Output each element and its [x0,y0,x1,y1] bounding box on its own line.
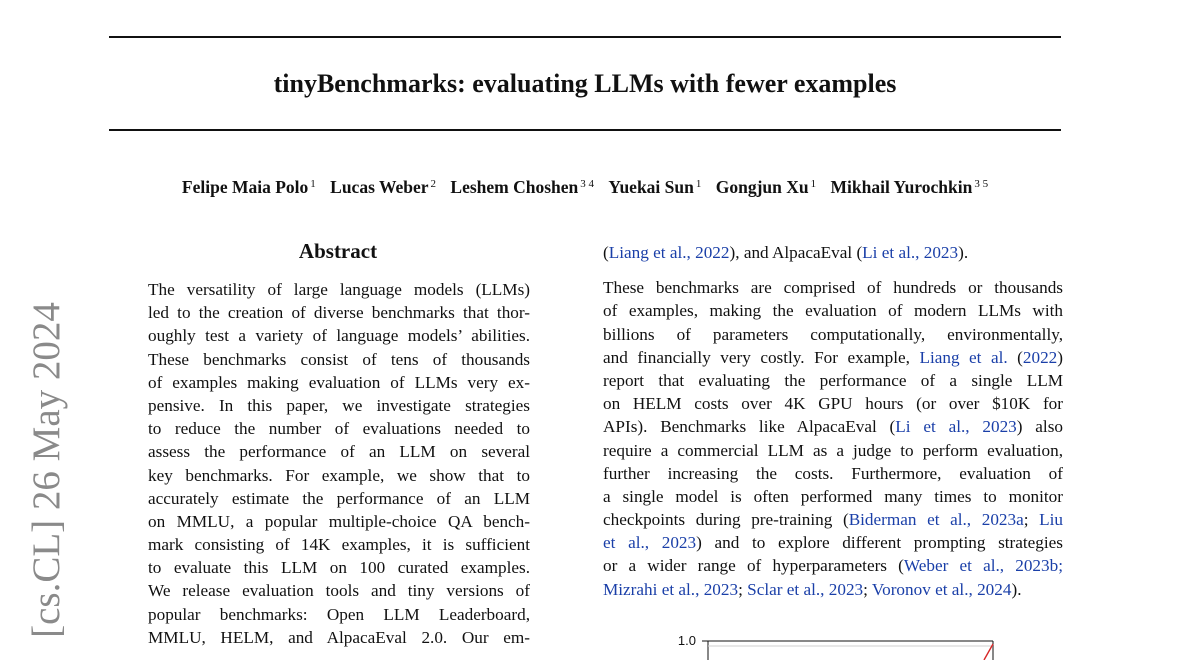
abstract-line: key benchmarks. For example, we show that to [148,465,530,485]
intro-line: APIs). Benchmarks like AlpacaEval (Li et al., 2023) also [603,417,1063,437]
author-name: Mikhail Yurochkin [830,177,973,197]
citation-link[interactable]: Li et al., 2023 [895,417,1017,437]
intro-line: Mizrahi et al., 2023; Sclar et al., 2023; Voronov et al., 2024). [603,579,1022,599]
author [608,177,701,197]
citation-link[interactable]: Weber et al., 2023b; [903,556,1063,576]
intro-line: billions of parameters computationally, environmentally, [603,324,1063,344]
paper-title: tinyBenchmarks: evaluating LLMs with fewer examples [273,69,897,98]
abstract-line: to evaluate this LLM on 100 curated examples. [148,558,530,578]
author-affiliation: 3 5 [974,178,989,190]
abstract-line: oughly test a variety of language models’ abilities. [148,326,530,346]
intro-line: report that evaluating the performance of a single LLM [603,370,1063,390]
title-bottom-rule [109,129,1061,131]
intro-line: et al., 2023) and to explore different prompting strategies [603,533,1063,553]
intro-body [603,241,1063,601]
intro-line: require a commercial LLM as a judge to perform evaluation, [603,440,1063,460]
abstract-line: These benchmarks consist of tens of thousands [148,349,530,369]
citation-link[interactable]: Liang et al. [919,347,1008,367]
abstract-line: led to the creation of diverse benchmarks that thor- [148,303,530,323]
author-affiliation: 1 [310,178,316,190]
citation-link[interactable]: Li et al., 2023 [862,243,959,262]
author-name: Yuekai Sun [608,177,694,197]
intro-line: and financially very costly. For example, Liang et al. (2022) [603,347,1063,367]
author [716,177,816,197]
figure-1-top [666,630,1006,660]
abstract-line: mark consisting of 14K examples, it is sufficient [148,535,530,555]
citation-link[interactable]: Sclar et al., 2023 [747,579,864,599]
intro-line: (Liang et al., 2022), and AlpacaEval (Li et al., 2023). [603,243,969,262]
citation-link[interactable]: Liu [1039,510,1064,530]
citation-link[interactable]: Liang et al., 2022 [608,243,730,262]
abstract-line: pensive. In this paper, we investigate strategies [148,395,530,415]
title-top-rule [109,36,1061,38]
intro-line: of examples, making the evaluation of modern LLMs with [603,301,1063,321]
abstract-line: The versatility of large language models (LLMs) [148,280,530,299]
intro-line: on HELM costs over 4K GPU hours (or over $10K for [603,394,1063,414]
author [831,177,989,197]
citation-link[interactable]: Mizrahi et al., 2023 [603,579,739,599]
author-name: Lucas Weber [330,177,429,197]
author-affiliation: 2 [430,178,437,190]
citation-link[interactable]: Voronov et al., 2024 [871,579,1012,599]
author [182,177,316,197]
citation-link[interactable]: Biderman et al., 2023a [848,510,1024,530]
author-affiliation: 3 4 [580,178,595,190]
intro-line: or a wider range of hyperparameters (Weber et al., 2023b; [603,556,1063,576]
intro-line: further increasing the costs. Furthermore, evaluation of [603,463,1063,483]
author-list [109,172,1061,199]
abstract-line: to reduce the number of evaluations needed to [148,419,530,439]
arxiv-stamp: [cs.CL] 26 May 2024 [25,302,68,638]
author-name: Felipe Maia Polo [181,177,309,197]
author [450,177,594,197]
citation-link[interactable]: et al., 2023 [603,533,697,553]
abstract-line: accurately estimate the performance of an LLM [148,488,530,508]
author-name: Leshem Choshen [450,177,579,197]
abstract-line: MMLU, HELM, and AlpacaEval 2.0. Our em- [148,627,530,647]
intro-line: checkpoints during pre-training (Biderman et al., 2023a; Liu [603,510,1064,530]
author-affiliation: 1 [810,178,817,190]
y-tick-label: 1.0 [677,633,696,648]
citation-link[interactable]: 2022 [1022,347,1058,367]
abstract-line: of examples making evaluation of LLMs very ex- [148,372,530,392]
author [330,177,436,197]
intro-line: a single model is often performed many times to monitor [603,486,1063,506]
abstract-heading: Abstract [298,239,378,263]
author-name: Gongjun Xu [715,177,809,197]
abstract-body [148,278,530,649]
abstract-line: popular benchmarks: Open LLM Leaderboard, [148,604,530,624]
intro-line: These benchmarks are comprised of hundreds or thousands [603,278,1063,298]
author-affiliation: 1 [695,178,702,190]
abstract-line: on MMLU, a popular multiple-choice QA bench- [148,511,530,531]
abstract-line: We release evaluation tools and tiny versions of [148,581,530,601]
abstract-line: assess the performance of an LLM on several [148,442,530,462]
